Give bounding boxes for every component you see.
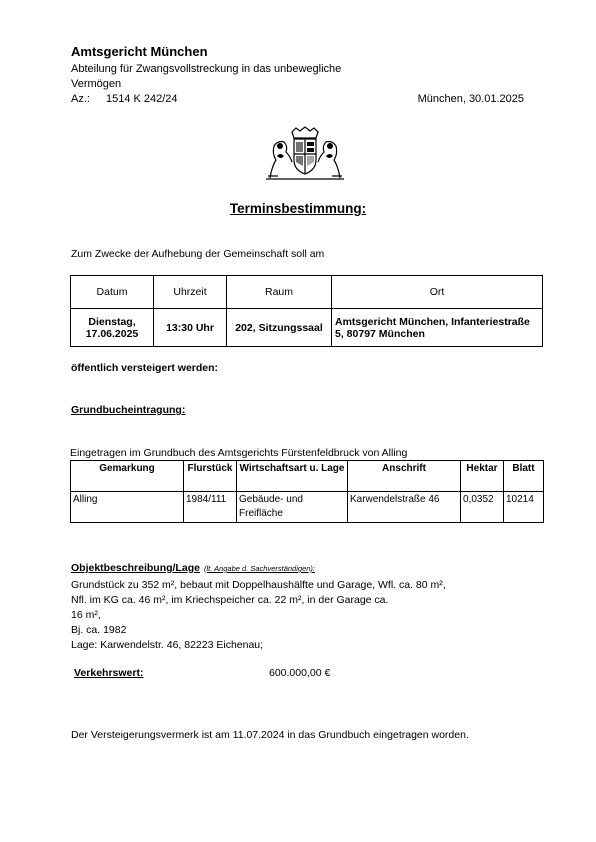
objekt-line: Bj. ca. 1982: [71, 624, 127, 636]
table-row: [71, 492, 544, 523]
col-header-flurstueck: Flurstück: [184, 461, 237, 492]
cell-raum: 202, Sitzungssaal: [227, 309, 332, 347]
department: Abteilung für Zwangsvollstreckung in das unbewegliche Vermögen: [71, 63, 342, 90]
footer-note: Der Versteigerungsvermerk ist am 11.07.2024 in das Grundbuch eingetragen worden.: [71, 729, 469, 741]
page-title: Terminsbestimmung:: [229, 201, 367, 216]
cell-flurstueck: 1984/111: [184, 492, 237, 523]
place-date: München, 30.01.2025: [417, 93, 524, 105]
table-header-row: [71, 461, 544, 492]
objekt-line: 16 m²,: [71, 609, 101, 621]
cell-hektar: 0,0352: [461, 492, 504, 523]
grundbuch-line: Eingetragen im Grundbuch des Amtsgerichts Fürstenfeldbruck von Alling: [70, 447, 408, 459]
objekt-description: [71, 578, 446, 653]
objekt-note: (lt. Angabe d. Sachverständigen):: [203, 564, 315, 573]
auction-statement: öffentlich versteigert werden:: [71, 362, 219, 374]
cell-blatt: 10214: [504, 492, 544, 523]
objekt-heading: [71, 562, 315, 574]
bavarian-coat-of-arms-icon: [262, 126, 348, 182]
cell-gemarkung: Alling: [71, 492, 184, 523]
objekt-line: Nfl. im KG ca. 46 m², im Kriechspeicher ca. 22 m², in der Garage ca.: [71, 594, 389, 606]
cell-wirtschaftsart: Gebäude- und Freifläche: [237, 492, 348, 523]
col-header-wirtschaftsart: Wirtschaftsart u. Lage: [237, 461, 348, 492]
cell-uhrzeit: 13:30 Uhr: [154, 309, 227, 347]
intro-text: Zum Zwecke der Aufhebung der Gemeinschaft soll am: [71, 248, 325, 260]
table-row: [71, 309, 543, 347]
col-header-hektar: Hektar: [461, 461, 504, 492]
col-header-anschrift: Anschrift: [348, 461, 461, 492]
grundbuch-heading: Grundbucheintragung:: [71, 404, 186, 416]
col-header-gemarkung: Gemarkung: [71, 461, 184, 492]
col-header-ort: Ort: [332, 276, 543, 309]
objekt-line: Grundstück zu 352 m², bebaut mit Doppelhaushälfte und Garage, Wfl. ca. 80 m²,: [71, 579, 446, 591]
objekt-heading-text: Objektbeschreibung/Lage: [71, 562, 200, 574]
cell-anschrift: Karwendelstraße 46: [348, 492, 461, 523]
col-header-blatt: Blatt: [504, 461, 544, 492]
grundbuch-table: [70, 460, 544, 523]
court-name: Amtsgericht München: [71, 44, 208, 59]
col-header-raum: Raum: [227, 276, 332, 309]
az-label: Az.:: [71, 93, 90, 105]
cell-datum: Dienstag, 17.06.2025: [71, 309, 154, 347]
col-header-uhrzeit: Uhrzeit: [154, 276, 227, 309]
verkehrswert-value: 600.000,00 €: [269, 667, 331, 679]
objekt-line: Lage: Karwendelstr. 46, 82223 Eichenau;: [71, 639, 264, 651]
appointment-table: [70, 275, 543, 347]
col-header-datum: Datum: [71, 276, 154, 309]
az-number: 1514 K 242/24: [105, 93, 178, 105]
file-number: [71, 93, 178, 105]
cell-ort: Amtsgericht München, Infanteriestraße 5, 80797 München: [332, 309, 543, 347]
table-header-row: [71, 276, 543, 309]
verkehrswert-label: Verkehrswert:: [74, 667, 144, 679]
